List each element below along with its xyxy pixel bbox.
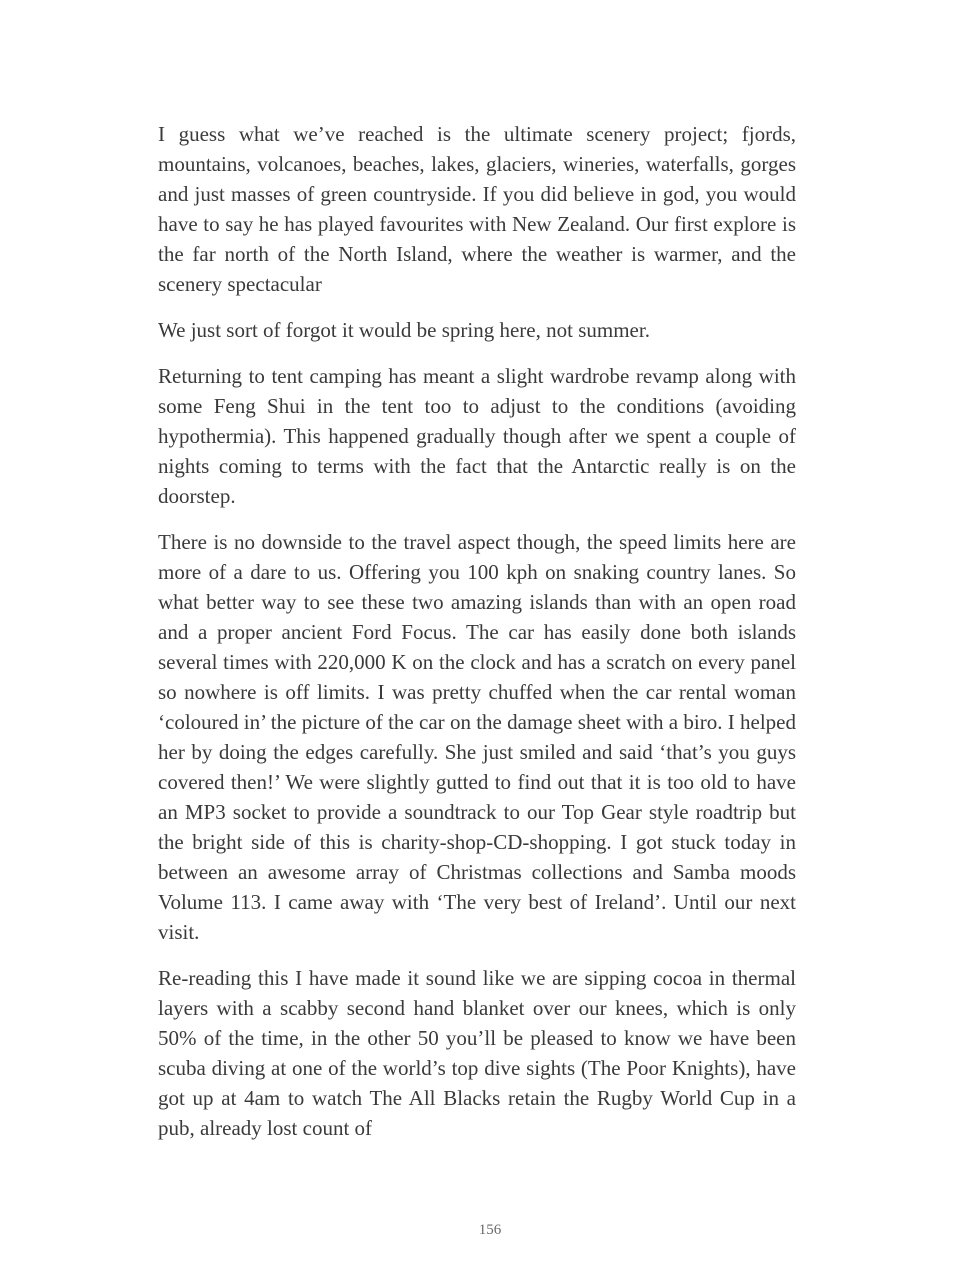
paragraph-spring: We just sort of forgot it would be spring here, not summer. [158, 318, 650, 342]
paragraph-travel: There is no downside to the travel aspect though, the speed limits here are more of a dare to us. Offering you 100 kph on snaking country lanes. So what better way to see these two amazing islands than with an open road and a proper ancient Ford Focus. The car has easily done both islands several times with 220,000 K on the clock and has a scratch on every panel so nowhere is off limits. I was pretty chuffed when the car rental woman ‘coloured in’ the picture of the car on the damage sheet with a biro. I helped her by doing the edges carefully. She just smiled and said ‘that’s you guys covered then!’ We were slightly gutted to find out that it is too old to have an MP3 socket to provide a soundtrack to our Top Gear style roadtrip but the bright side of this is charity-shop-CD-shopping. I got stuck today in between an awesome array of Christmas collections and Samba moods Volume 113. I came away with ‘The very best of Ireland’. Until our next visit. [158, 530, 796, 944]
paragraph-tent-camping: Returning to tent camping has meant a slight wardrobe revamp along with some Feng Shui in the tent too to adjust to the conditions (avoiding hypothermia). This happened gradually though after we spent a couple of nights coming to terms with the fact that the Antarctic really is on the doorstep. [158, 364, 796, 508]
paragraph-scenery: I guess what we’ve reached is the ultimate scenery project; fjords, mountains, volcanoes, beaches, lakes, glaciers, wineries, waterfalls, gorges and just masses of green countryside. If you did believe in god, you would have to say he has played favourites with New Zealand. Our first explore is the far north of the North Island, where the weather is warmer, and the scenery spectacular [158, 122, 796, 296]
body-text [158, 119, 796, 1159]
paragraph-rereading: Re-reading this I have made it sound like we are sipping cocoa in thermal layers with a scabby second hand blanket over our knees, which is only 50% of the time, in the other 50 you’ll be pleased to know we have been scuba diving at one of the world’s top dive sights (The Poor Knights), have got up at 4am to watch The All Blacks retain the Rugby World Cup in a pub, already lost count of [158, 966, 796, 1140]
page-number: 156 [478, 1222, 502, 1238]
